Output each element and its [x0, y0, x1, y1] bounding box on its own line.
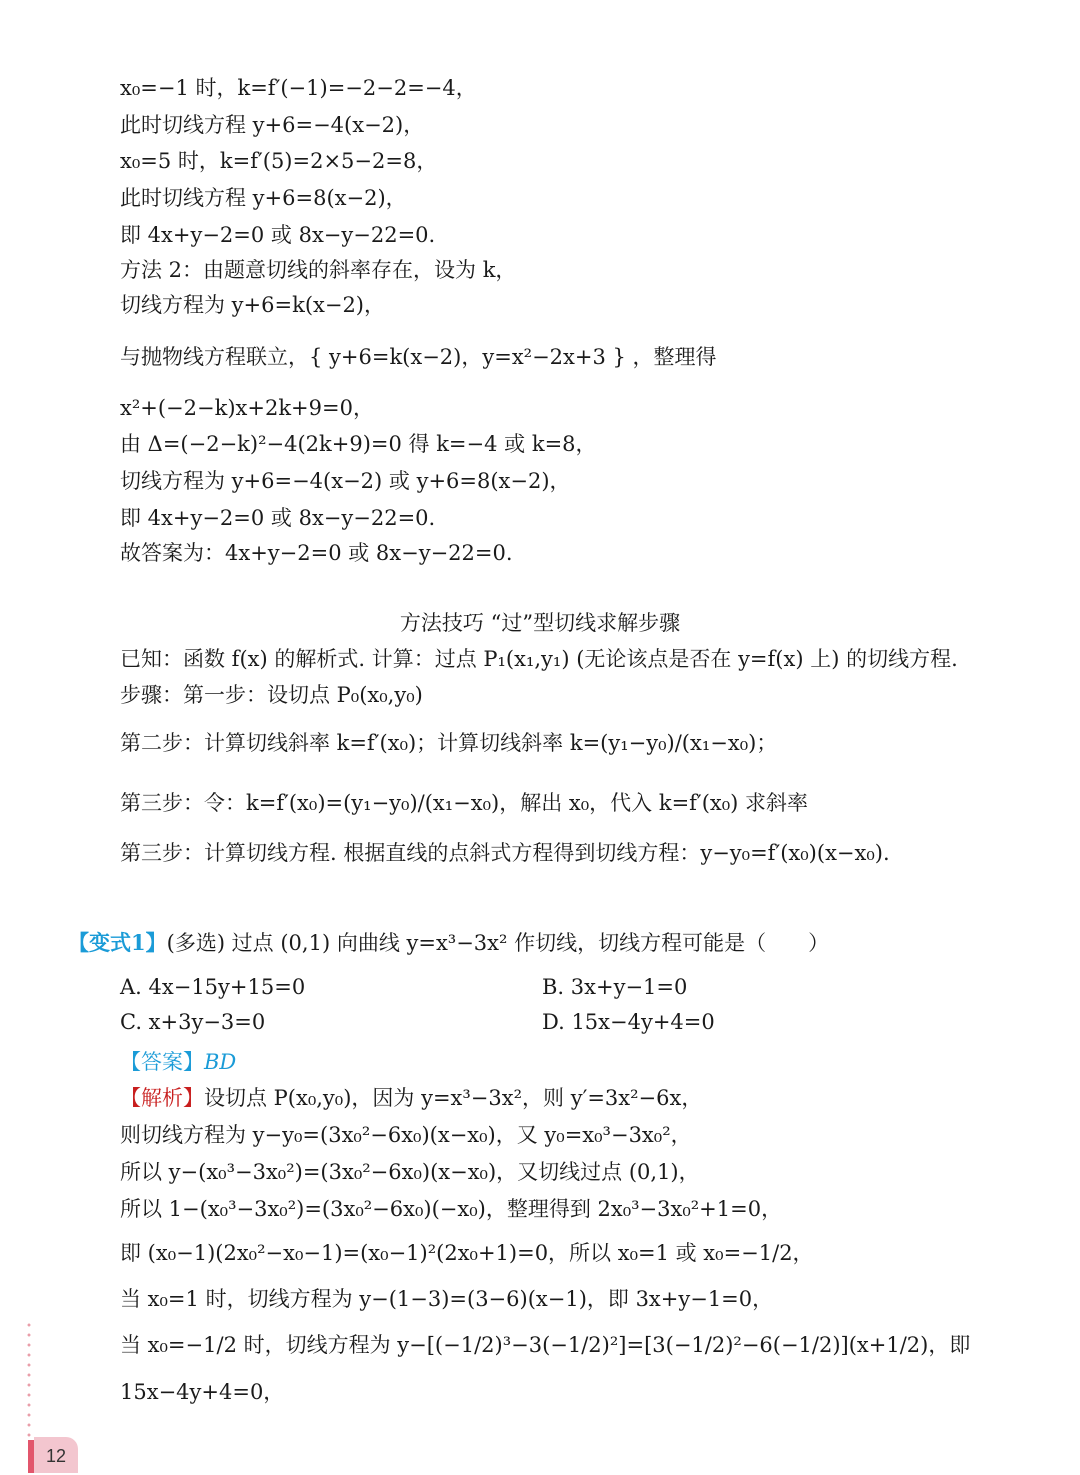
- answer-value: BD: [204, 1050, 237, 1074]
- option-c: C. x+3y−3=0: [120, 1010, 266, 1034]
- analysis-line: 则切线方程为 y−y₀=(3x₀²−6x₀)(x−x₀)，又 y₀=x₀³−3x₀²，: [120, 1123, 692, 1147]
- analysis-text: 设切点 P(x₀,y₀)，因为 y=x³−3x²，则 y′=3x²−6x，: [204, 1086, 703, 1110]
- margin-dots: [27, 1320, 31, 1440]
- analysis-line: 所以 1−(x₀³−3x₀²)=(3x₀²−6x₀)(−x₀)，整理得到 2x₀³−3x₀²+1=0，: [120, 1197, 783, 1221]
- answer-label: 【答案】: [120, 1050, 204, 1074]
- solution-line: 方法 2：由题意切线的斜率存在，设为 k，: [120, 258, 517, 282]
- answer-line: [120, 1047, 236, 1077]
- option-a: A. 4x−15y+15=0: [120, 975, 306, 999]
- tips-line: 第三步：计算切线方程. 根据直线的点斜式方程得到切线方程：y−y₀=f′(x₀)(x−x₀).: [120, 841, 890, 865]
- analysis-label: 【解析】: [120, 1086, 204, 1110]
- tips-line: 步骤：第一步：设切点 P₀(x₀,y₀): [120, 683, 423, 707]
- analysis-line: [120, 1083, 702, 1113]
- analysis-line: 当 x₀=1 时，切线方程为 y−(1−3)=(3−6)(x−1)，即 3x+y−1=0，: [120, 1287, 774, 1311]
- solution-line: 即 4x+y−2=0 或 8x−y−22=0.: [120, 223, 436, 247]
- tips-line: 第三步：令：k=f′(x₀)=(y₁−y₀)/(x₁−x₀)，解出 x₀，代入 k=f′(x₀) 求斜率: [120, 791, 809, 815]
- solution-line: 切线方程为 y+6=k(x−2)，: [120, 293, 386, 317]
- option-d: D. 15x−4y+4=0: [542, 1010, 715, 1034]
- analysis-line: 即 (x₀−1)(2x₀²−x₀−1)=(x₀−1)²(2x₀+1)=0，所以 x₀=1 或 x₀=−1/2，: [120, 1241, 814, 1265]
- analysis-line: 所以 y−(x₀³−3x₀²)=(3x₀²−6x₀)(x−x₀)，又切线过点 (0,1)，: [120, 1160, 700, 1184]
- solution-line: 切线方程为 y+6=−4(x−2) 或 y+6=8(x−2)，: [120, 469, 571, 493]
- page-number: 12: [34, 1437, 78, 1473]
- variant-question: [68, 928, 829, 958]
- analysis-line: 15x−4y+4=0，: [120, 1380, 285, 1404]
- tips-line: 第二步：计算切线斜率 k=f′(x₀)；计算切线斜率 k=(y₁−y₀)/(x₁−x₀)；: [120, 731, 778, 755]
- solution-line: 此时切线方程 y+6=−4(x−2)，: [120, 113, 425, 137]
- solution-line: 与抛物线方程联立，{ y+6=k(x−2)，y=x²−2x+3 } ，整理得: [120, 345, 717, 369]
- solution-line: 即 4x+y−2=0 或 8x−y−22=0.: [120, 506, 436, 530]
- solution-line: x₀=−1 时，k=f′(−1)=−2−2=−4，: [120, 76, 477, 100]
- solution-line: 由 Δ=(−2−k)²−4(2k+9)=0 得 k=−4 或 k=8，: [120, 432, 597, 456]
- solution-line: 此时切线方程 y+6=8(x−2)，: [120, 186, 407, 210]
- solution-line: 故答案为：4x+y−2=0 或 8x−y−22=0.: [120, 541, 513, 565]
- option-b: B. 3x+y−1=0: [542, 975, 688, 999]
- tips-line: 已知：函数 f(x) 的解析式. 计算：过点 P₁(x₁,y₁) (无论该点是否在 y=f(x) 上) 的切线方程.: [120, 647, 958, 671]
- solution-line: x²+(−2−k)x+2k+9=0，: [120, 396, 374, 420]
- analysis-line: 当 x₀=−1/2 时，切线方程为 y−[(−1/2)³−3(−1/2)²]=[3(−1/2)²−6(−1/2)](x+1/2)，即: [120, 1333, 971, 1357]
- question-text: (多选) 过点 (0,1) 向曲线 y=x³−3x² 作切线，切线方程可能是（ ）: [166, 931, 830, 955]
- variant-label: 【变式1】: [68, 930, 167, 955]
- solution-line: x₀=5 时，k=f′(5)=2×5−2=8，: [120, 149, 438, 173]
- tips-title: 方法技巧 “过”型切线求解步骤: [399, 611, 681, 635]
